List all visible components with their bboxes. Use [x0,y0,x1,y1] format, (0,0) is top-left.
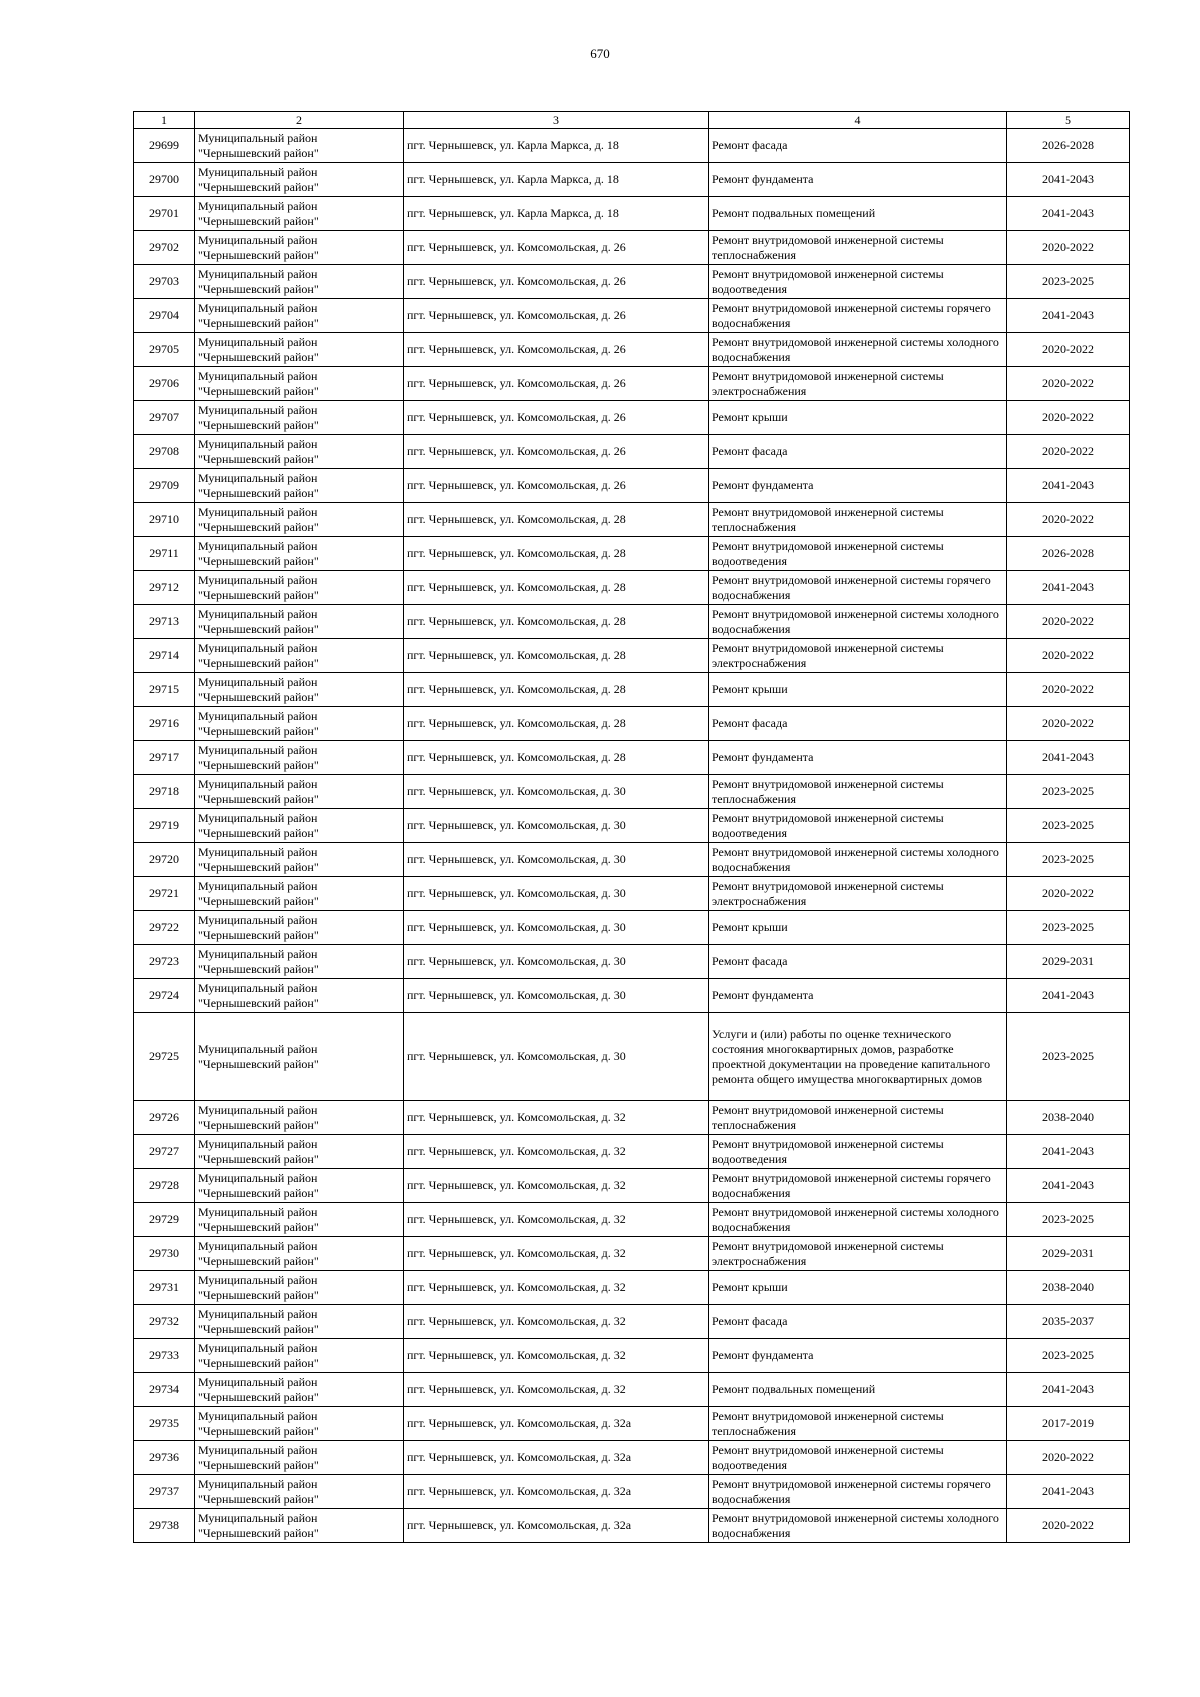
address-cell: пгт. Чернышевск, ул. Комсомольская, д. 32 [404,1339,709,1373]
work-type-cell: Ремонт внутридомовой инженерной системы горячего водоснабжения [709,299,1007,333]
work-type-cell: Ремонт внутридомовой инженерной системы теплоснабжения [709,1407,1007,1441]
address-cell: пгт. Чернышевск, ул. Комсомольская, д. 32а [404,1441,709,1475]
table-row [134,537,1130,571]
row-number: 29706 [134,367,195,401]
column-header-3: 3 [404,112,709,129]
table-row [134,1373,1130,1407]
address-cell: пгт. Чернышевск, ул. Комсомольская, д. 26 [404,333,709,367]
table-row [134,945,1130,979]
work-type-cell: Ремонт внутридомовой инженерной системы электроснабжения [709,1237,1007,1271]
table-row [134,1339,1130,1373]
period-cell: 2020-2022 [1007,503,1130,537]
row-number: 29708 [134,435,195,469]
municipality-cell: Муниципальный район "Чернышевский район" [195,503,404,537]
municipality-cell: Муниципальный район "Чернышевский район" [195,197,404,231]
address-cell: пгт. Чернышевск, ул. Комсомольская, д. 32а [404,1475,709,1509]
address-cell: пгт. Чернышевск, ул. Комсомольская, д. 32 [404,1135,709,1169]
work-type-cell: Ремонт внутридомовой инженерной системы электроснабжения [709,639,1007,673]
table-row [134,299,1130,333]
row-number: 29726 [134,1101,195,1135]
address-cell: пгт. Чернышевск, ул. Комсомольская, д. 28 [404,741,709,775]
table-row [134,809,1130,843]
row-number: 29713 [134,605,195,639]
row-number: 29719 [134,809,195,843]
table-row [134,877,1130,911]
work-type-cell: Ремонт внутридомовой инженерной системы водоотведения [709,1135,1007,1169]
table-row [134,605,1130,639]
municipality-cell: Муниципальный район "Чернышевский район" [195,1509,404,1543]
municipality-cell: Муниципальный район "Чернышевский район" [195,809,404,843]
work-type-cell: Ремонт внутридомовой инженерной системы холодного водоснабжения [709,1203,1007,1237]
work-type-cell: Ремонт внутридомовой инженерной системы теплоснабжения [709,503,1007,537]
period-cell: 2023-2025 [1007,843,1130,877]
column-header-1: 1 [134,112,195,129]
period-cell: 2041-2043 [1007,163,1130,197]
work-type-cell: Ремонт внутридомовой инженерной системы горячего водоснабжения [709,1169,1007,1203]
row-number: 29731 [134,1271,195,1305]
address-cell: пгт. Чернышевск, ул. Комсомольская, д. 30 [404,1013,709,1101]
address-cell: пгт. Чернышевск, ул. Комсомольская, д. 30 [404,843,709,877]
work-type-cell: Ремонт внутридомовой инженерной системы горячего водоснабжения [709,1475,1007,1509]
period-cell: 2041-2043 [1007,1135,1130,1169]
header-row [134,112,1130,129]
row-number: 29703 [134,265,195,299]
period-cell: 2041-2043 [1007,1475,1130,1509]
period-cell: 2017-2019 [1007,1407,1130,1441]
row-number: 29716 [134,707,195,741]
period-cell: 2020-2022 [1007,1509,1130,1543]
address-cell: пгт. Чернышевск, ул. Комсомольская, д. 30 [404,809,709,843]
work-type-cell: Ремонт внутридомовой инженерной системы теплоснабжения [709,775,1007,809]
work-type-cell: Ремонт внутридомовой инженерной системы водоотведения [709,1441,1007,1475]
row-number: 29720 [134,843,195,877]
work-type-cell: Ремонт внутридомовой инженерной системы электроснабжения [709,367,1007,401]
row-number: 29709 [134,469,195,503]
municipality-cell: Муниципальный район "Чернышевский район" [195,1013,404,1101]
work-type-cell: Ремонт внутридомовой инженерной системы водоотведения [709,537,1007,571]
row-number: 29701 [134,197,195,231]
period-cell: 2020-2022 [1007,435,1130,469]
address-cell: пгт. Чернышевск, ул. Комсомольская, д. 32 [404,1373,709,1407]
work-type-cell: Ремонт фасада [709,1305,1007,1339]
address-cell: пгт. Чернышевск, ул. Комсомольская, д. 32 [404,1203,709,1237]
municipality-cell: Муниципальный район "Чернышевский район" [195,537,404,571]
municipality-cell: Муниципальный район "Чернышевский район" [195,1135,404,1169]
municipality-cell: Муниципальный район "Чернышевский район" [195,605,404,639]
municipality-cell: Муниципальный район "Чернышевский район" [195,1407,404,1441]
municipality-cell: Муниципальный район "Чернышевский район" [195,1305,404,1339]
row-number: 29705 [134,333,195,367]
work-type-cell: Ремонт внутридомовой инженерной системы теплоснабжения [709,1101,1007,1135]
address-cell: пгт. Чернышевск, ул. Комсомольская, д. 28 [404,537,709,571]
municipality-cell: Муниципальный район "Чернышевский район" [195,741,404,775]
municipality-cell: Муниципальный район "Чернышевский район" [195,877,404,911]
municipality-cell: Муниципальный район "Чернышевский район" [195,1101,404,1135]
work-type-cell: Ремонт фасада [709,129,1007,163]
row-number: 29699 [134,129,195,163]
table-row [134,843,1130,877]
period-cell: 2020-2022 [1007,673,1130,707]
work-type-cell: Ремонт крыши [709,673,1007,707]
municipality-cell: Муниципальный район "Чернышевский район" [195,1169,404,1203]
table-row [134,401,1130,435]
work-type-cell: Ремонт внутридомовой инженерной системы горячего водоснабжения [709,571,1007,605]
period-cell: 2020-2022 [1007,367,1130,401]
work-type-cell: Ремонт внутридомовой инженерной системы теплоснабжения [709,231,1007,265]
municipality-cell: Муниципальный район "Чернышевский район" [195,1271,404,1305]
column-header-2: 2 [195,112,404,129]
table-row [134,639,1130,673]
address-cell: пгт. Чернышевск, ул. Комсомольская, д. 30 [404,877,709,911]
table-row [134,673,1130,707]
row-number: 29712 [134,571,195,605]
address-cell: пгт. Чернышевск, ул. Комсомольская, д. 32а [404,1407,709,1441]
address-cell: пгт. Чернышевск, ул. Комсомольская, д. 30 [404,979,709,1013]
address-cell: пгт. Чернышевск, ул. Комсомольская, д. 32 [404,1305,709,1339]
period-cell: 2029-2031 [1007,945,1130,979]
address-cell: пгт. Чернышевск, ул. Комсомольская, д. 26 [404,401,709,435]
row-number: 29711 [134,537,195,571]
row-number: 29727 [134,1135,195,1169]
address-cell: пгт. Чернышевск, ул. Комсомольская, д. 28 [404,571,709,605]
municipality-cell: Муниципальный район "Чернышевский район" [195,1237,404,1271]
row-number: 29734 [134,1373,195,1407]
table-row [134,979,1130,1013]
municipality-cell: Муниципальный район "Чернышевский район" [195,1441,404,1475]
period-cell: 2041-2043 [1007,979,1130,1013]
municipality-cell: Муниципальный район "Чернышевский район" [195,911,404,945]
table-row [134,435,1130,469]
table-row [134,1101,1130,1135]
work-type-cell: Ремонт фасада [709,435,1007,469]
address-cell: пгт. Чернышевск, ул. Карла Маркса, д. 18 [404,163,709,197]
repair-schedule-table [133,111,1130,1543]
row-number: 29729 [134,1203,195,1237]
table-row [134,231,1130,265]
municipality-cell: Муниципальный район "Чернышевский район" [195,979,404,1013]
work-type-cell: Услуги и (или) работы по оценке технического состояния многоквартирных домов, разработке проектной документации на проведение капитального ремонта общего имущества многоквартирных домов [709,1013,1007,1101]
table-row [134,1237,1130,1271]
municipality-cell: Муниципальный район "Чернышевский район" [195,163,404,197]
address-cell: пгт. Чернышевск, ул. Комсомольская, д. 28 [404,503,709,537]
work-type-cell: Ремонт крыши [709,911,1007,945]
work-type-cell: Ремонт крыши [709,1271,1007,1305]
period-cell: 2023-2025 [1007,1339,1130,1373]
municipality-cell: Муниципальный район "Чернышевский район" [195,231,404,265]
period-cell: 2041-2043 [1007,197,1130,231]
table-row [134,1305,1130,1339]
table-row [134,741,1130,775]
work-type-cell: Ремонт внутридомовой инженерной системы электроснабжения [709,877,1007,911]
municipality-cell: Муниципальный район "Чернышевский район" [195,265,404,299]
table-row [134,1509,1130,1543]
table-row [134,1407,1130,1441]
period-cell: 2041-2043 [1007,571,1130,605]
work-type-cell: Ремонт внутридомовой инженерной системы холодного водоснабжения [709,605,1007,639]
municipality-cell: Муниципальный район "Чернышевский район" [195,1339,404,1373]
row-number: 29715 [134,673,195,707]
municipality-cell: Муниципальный район "Чернышевский район" [195,945,404,979]
table-row [134,469,1130,503]
row-number: 29733 [134,1339,195,1373]
address-cell: пгт. Чернышевск, ул. Комсомольская, д. 30 [404,911,709,945]
address-cell: пгт. Чернышевск, ул. Карла Маркса, д. 18 [404,197,709,231]
row-number: 29704 [134,299,195,333]
work-type-cell: Ремонт подвальных помещений [709,197,1007,231]
address-cell: пгт. Чернышевск, ул. Комсомольская, д. 26 [404,435,709,469]
table-row [134,197,1130,231]
period-cell: 2038-2040 [1007,1101,1130,1135]
period-cell: 2041-2043 [1007,299,1130,333]
municipality-cell: Муниципальный район "Чернышевский район" [195,367,404,401]
municipality-cell: Муниципальный район "Чернышевский район" [195,843,404,877]
municipality-cell: Муниципальный район "Чернышевский район" [195,469,404,503]
address-cell: пгт. Чернышевск, ул. Карла Маркса, д. 18 [404,129,709,163]
table-row [134,265,1130,299]
row-number: 29717 [134,741,195,775]
work-type-cell: Ремонт внутридомовой инженерной системы водоотведения [709,265,1007,299]
address-cell: пгт. Чернышевск, ул. Комсомольская, д. 26 [404,299,709,333]
column-header-5: 5 [1007,112,1130,129]
address-cell: пгт. Чернышевск, ул. Комсомольская, д. 32 [404,1101,709,1135]
work-type-cell: Ремонт крыши [709,401,1007,435]
period-cell: 2023-2025 [1007,911,1130,945]
period-cell: 2023-2025 [1007,1203,1130,1237]
table-row [134,1271,1130,1305]
period-cell: 2020-2022 [1007,333,1130,367]
table-row [134,129,1130,163]
work-type-cell: Ремонт фундамента [709,1339,1007,1373]
period-cell: 2020-2022 [1007,401,1130,435]
period-cell: 2026-2028 [1007,537,1130,571]
period-cell: 2041-2043 [1007,469,1130,503]
address-cell: пгт. Чернышевск, ул. Комсомольская, д. 26 [404,367,709,401]
period-cell: 2029-2031 [1007,1237,1130,1271]
municipality-cell: Муниципальный район "Чернышевский район" [195,1203,404,1237]
table-row [134,333,1130,367]
period-cell: 2038-2040 [1007,1271,1130,1305]
municipality-cell: Муниципальный район "Чернышевский район" [195,401,404,435]
address-cell: пгт. Чернышевск, ул. Комсомольская, д. 28 [404,639,709,673]
row-number: 29737 [134,1475,195,1509]
municipality-cell: Муниципальный район "Чернышевский район" [195,333,404,367]
row-number: 29735 [134,1407,195,1441]
period-cell: 2023-2025 [1007,775,1130,809]
period-cell: 2020-2022 [1007,877,1130,911]
row-number: 29725 [134,1013,195,1101]
work-type-cell: Ремонт внутридомовой инженерной системы водоотведения [709,809,1007,843]
municipality-cell: Муниципальный район "Чернышевский район" [195,435,404,469]
table-row [134,1203,1130,1237]
row-number: 29732 [134,1305,195,1339]
table-body [134,129,1130,1543]
work-type-cell: Ремонт фундамента [709,469,1007,503]
municipality-cell: Муниципальный район "Чернышевский район" [195,775,404,809]
address-cell: пгт. Чернышевск, ул. Комсомольская, д. 28 [404,673,709,707]
work-type-cell: Ремонт фундамента [709,979,1007,1013]
row-number: 29700 [134,163,195,197]
row-number: 29702 [134,231,195,265]
address-cell: пгт. Чернышевск, ул. Комсомольская, д. 30 [404,775,709,809]
table-row [134,571,1130,605]
table-row [134,707,1130,741]
row-number: 29728 [134,1169,195,1203]
municipality-cell: Муниципальный район "Чернышевский район" [195,673,404,707]
period-cell: 2041-2043 [1007,1169,1130,1203]
table-row [134,1441,1130,1475]
period-cell: 2041-2043 [1007,741,1130,775]
period-cell: 2020-2022 [1007,605,1130,639]
row-number: 29714 [134,639,195,673]
work-type-cell: Ремонт фасада [709,945,1007,979]
row-number: 29723 [134,945,195,979]
column-header-4: 4 [709,112,1007,129]
municipality-cell: Муниципальный район "Чернышевский район" [195,1373,404,1407]
municipality-cell: Муниципальный район "Чернышевский район" [195,707,404,741]
table-row [134,1135,1130,1169]
address-cell: пгт. Чернышевск, ул. Комсомольская, д. 26 [404,265,709,299]
table-row [134,1169,1130,1203]
period-cell: 2041-2043 [1007,1373,1130,1407]
address-cell: пгт. Чернышевск, ул. Комсомольская, д. 28 [404,605,709,639]
table-row [134,911,1130,945]
work-type-cell: Ремонт внутридомовой инженерной системы холодного водоснабжения [709,333,1007,367]
table-row [134,367,1130,401]
address-cell: пгт. Чернышевск, ул. Комсомольская, д. 32а [404,1509,709,1543]
municipality-cell: Муниципальный район "Чернышевский район" [195,299,404,333]
address-cell: пгт. Чернышевск, ул. Комсомольская, д. 30 [404,945,709,979]
period-cell: 2023-2025 [1007,1013,1130,1101]
row-number: 29722 [134,911,195,945]
table-row [134,1475,1130,1509]
row-number: 29730 [134,1237,195,1271]
address-cell: пгт. Чернышевск, ул. Комсомольская, д. 28 [404,707,709,741]
municipality-cell: Муниципальный район "Чернышевский район" [195,639,404,673]
municipality-cell: Муниципальный район "Чернышевский район" [195,129,404,163]
period-cell: 2020-2022 [1007,639,1130,673]
address-cell: пгт. Чернышевск, ул. Комсомольская, д. 26 [404,469,709,503]
table-row [134,1013,1130,1101]
work-type-cell: Ремонт фасада [709,707,1007,741]
period-cell: 2023-2025 [1007,809,1130,843]
period-cell: 2026-2028 [1007,129,1130,163]
period-cell: 2020-2022 [1007,231,1130,265]
address-cell: пгт. Чернышевск, ул. Комсомольская, д. 32 [404,1237,709,1271]
work-type-cell: Ремонт внутридомовой инженерной системы холодного водоснабжения [709,1509,1007,1543]
municipality-cell: Муниципальный район "Чернышевский район" [195,1475,404,1509]
address-cell: пгт. Чернышевск, ул. Комсомольская, д. 32 [404,1169,709,1203]
work-type-cell: Ремонт фундамента [709,163,1007,197]
address-cell: пгт. Чернышевск, ул. Комсомольская, д. 32 [404,1271,709,1305]
row-number: 29710 [134,503,195,537]
address-cell: пгт. Чернышевск, ул. Комсомольская, д. 26 [404,231,709,265]
period-cell: 2020-2022 [1007,707,1130,741]
period-cell: 2035-2037 [1007,1305,1130,1339]
work-type-cell: Ремонт фундамента [709,741,1007,775]
work-type-cell: Ремонт внутридомовой инженерной системы холодного водоснабжения [709,843,1007,877]
table-row [134,775,1130,809]
work-type-cell: Ремонт подвальных помещений [709,1373,1007,1407]
row-number: 29718 [134,775,195,809]
row-number: 29738 [134,1509,195,1543]
row-number: 29707 [134,401,195,435]
row-number: 29721 [134,877,195,911]
municipality-cell: Муниципальный район "Чернышевский район" [195,571,404,605]
table-row [134,163,1130,197]
table-row [134,503,1130,537]
period-cell: 2023-2025 [1007,265,1130,299]
row-number: 29724 [134,979,195,1013]
row-number: 29736 [134,1441,195,1475]
period-cell: 2020-2022 [1007,1441,1130,1475]
page-number: 670 [590,46,610,61]
